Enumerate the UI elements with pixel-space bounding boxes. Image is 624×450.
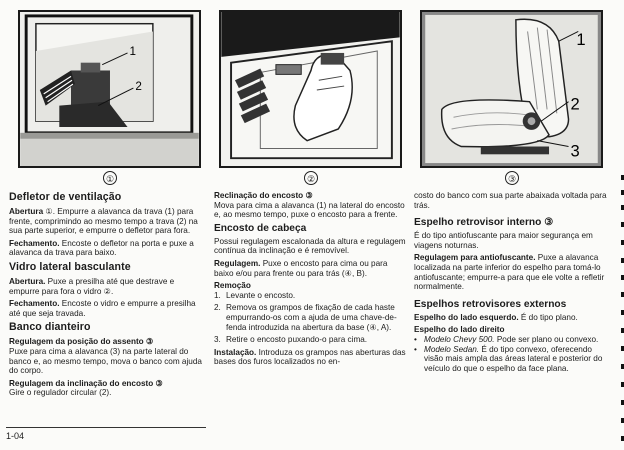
page-number: 1-04 — [6, 431, 25, 441]
bullet-icon: • — [414, 344, 417, 354]
front-seat-illustration — [422, 12, 601, 166]
paragraph-instalacao: Instalação. Introduza os grampos nas aberturas das bases dos furos localizados no en- — [214, 347, 406, 367]
subheading-lado-direito: Espelho do lado direito — [414, 325, 505, 335]
column-3 — [414, 191, 608, 373]
figure-1-number: ① — [103, 171, 117, 185]
paragraph-regulagem-inclinacao: Gire o regulador circular (2). — [9, 388, 112, 398]
callout-1: 1 — [576, 30, 586, 50]
heading-defletor: Defletor de ventilação — [9, 191, 122, 203]
figure-3-number: ③ — [505, 171, 519, 185]
paragraph-regulagem-posicao: Puxe para cima a alavanca (3) na parte lateral do banco e, ao mesmo tempo, mova o banco com ajuda do corpo. — [9, 346, 202, 376]
paragraph-reclinacao: Mova para cima a alavanca (1) na lateral do encosto e, ao mesmo tempo, puxe o encosto para a frente. — [214, 200, 405, 220]
heading-banco-dianteiro: Banco dianteiro — [9, 321, 91, 334]
column-2 — [214, 191, 409, 370]
paragraph-regulagem: Regulagem. Puxe o encosto para cima ou para baixo e/ou para frente ou para trás (④, B). — [214, 258, 388, 278]
paragraph-fechamento: Fechamento. Encoste o defletor na porta e puxe a alavanca da trava para baixo. — [9, 238, 194, 258]
subheading-reclinacao: Reclinação do encosto ③ — [214, 191, 313, 200]
mirror-models-list — [414, 335, 608, 373]
figure-front-seat — [420, 10, 603, 168]
list-item: • Modelo Sedan. É do tipo convexo, oferecendo visão mais ampla das áreas lateral e posterior do veículo do que o espelho da face plana. — [414, 344, 603, 373]
column-1 — [9, 191, 205, 401]
figure-side-window — [219, 10, 402, 168]
list-item: 1. Levante o encosto. — [214, 290, 296, 300]
paragraph-lado-esquerdo: Espelho do lado esquerdo. É do tipo plano. — [414, 312, 578, 322]
side-window-illustration — [221, 12, 400, 166]
paragraph-espelho-interno: É do tipo antiofuscante para maior segurança em viagens noturnas. — [414, 231, 593, 250]
list-item: 3. Retire o encosto puxando-o para cima. — [214, 335, 368, 345]
list-item: • Modelo Chevy 500. Pode ser plano ou convexo. — [414, 334, 599, 344]
subheading-regulagem-inclinacao: Regulagem da inclinação do encosto ③ — [9, 378, 163, 388]
paragraph-continuation: costo do banco com sua parte abaixada voltada para trás. — [414, 191, 607, 210]
heading-espelho-interno: Espelho retrovisor interno ③ — [414, 217, 554, 229]
figure-vent-deflector — [18, 10, 201, 168]
heading-espelhos-externos: Espelhos retrovisores externos — [414, 298, 567, 310]
list-item: 2. Remova os grampos de fixação de cada haste empurrando-os com a ajuda de uma chave-de-fenda introduzida na abertura da base (④, A). — [214, 303, 397, 332]
subheading-remocao: Remoção — [214, 281, 251, 291]
callout-1: 1 — [129, 44, 136, 58]
figure-2-number: ② — [304, 171, 318, 185]
paragraph-abertura: Abertura ①. Empurre a alavanca da trava (1) para frente, comprimindo ao mesmo tempo a trava (2) na sua parte superior, e empurre o defletor para fora. — [9, 207, 198, 236]
paragraph-fechamento-vidro: Fechamento. Encoste o vidro e empurre a presilha até que seja travada. — [9, 299, 196, 318]
heading-vidro-lateral: Vidro lateral basculante — [9, 260, 131, 273]
page-edge-marks — [620, 0, 624, 450]
vent-deflector-illustration — [20, 12, 199, 166]
footer-rule — [6, 427, 206, 428]
callout-2: 2 — [135, 79, 142, 93]
callout-3: 3 — [570, 141, 580, 161]
paragraph-abertura-vidro: Abertura. Puxe a presilha até que destrave e empurre para fora o vidro ②. — [9, 276, 175, 296]
paragraph-antiofuscante: Regulagem para antiofuscante. Puxe a alavanca localizada na parte inferior do espelho para tomá-lo antiofuscante; empurre-a para que ele volte a refletir normalmente. — [414, 253, 605, 292]
subheading-regulagem-posicao: Regulagem da posição do assento ③ — [9, 337, 154, 347]
paragraph-encosto: Possui regulagem escalonada da altura e regulagem contínua da inclinação e é removível. — [214, 236, 406, 256]
callout-2: 2 — [570, 94, 580, 114]
remocao-steps — [214, 291, 409, 345]
bullet-icon: • — [414, 334, 417, 344]
heading-encosto-cabeca: Encosto de cabeça — [214, 222, 307, 234]
